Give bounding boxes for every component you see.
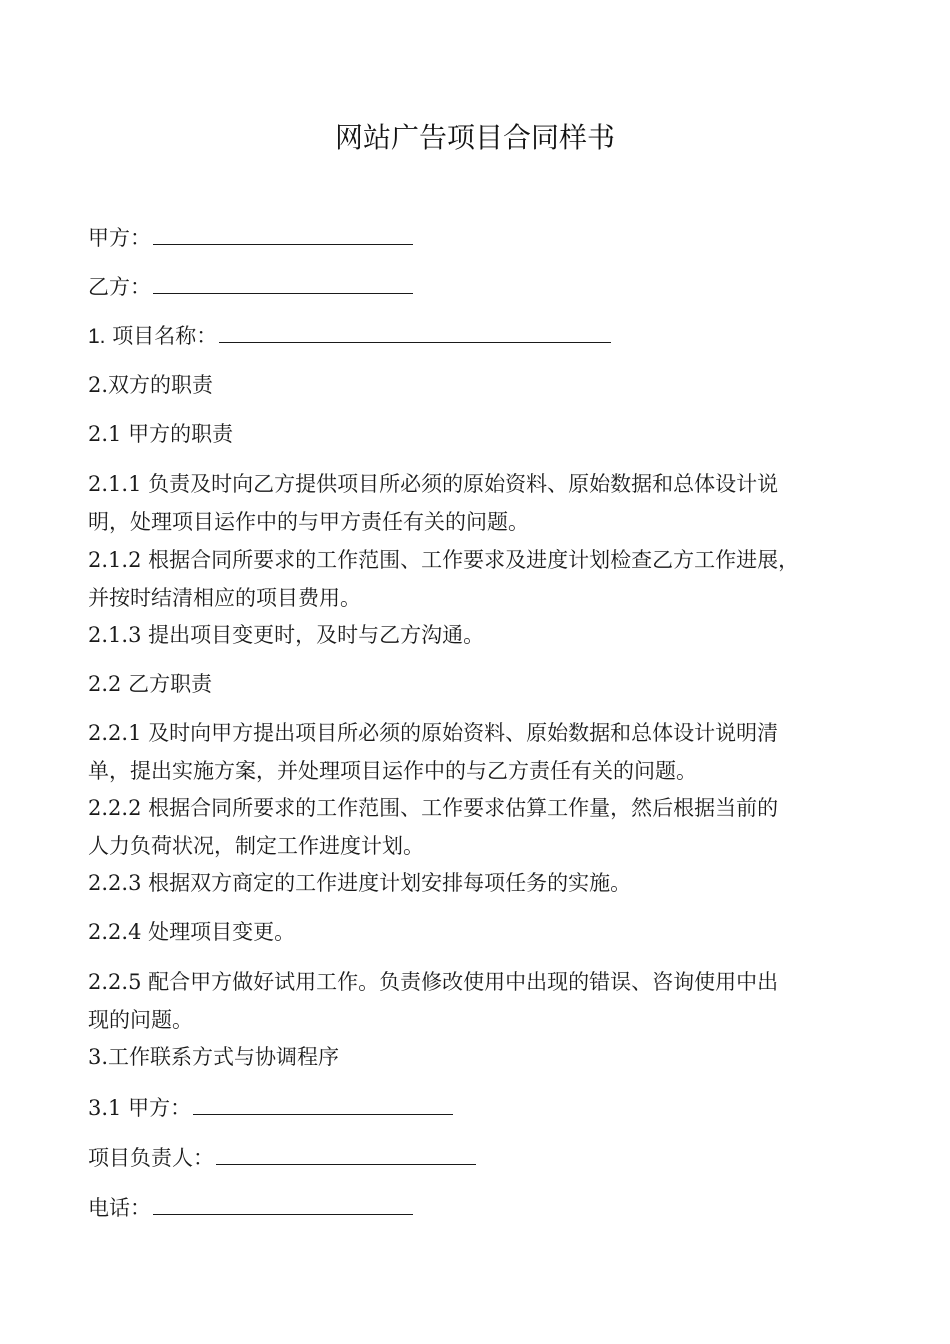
item1-number: 1.	[88, 325, 106, 348]
section-3-1-blank[interactable]	[193, 1088, 453, 1115]
clause-2-2-1-line1: 2.2.1 及时向甲方提出项目所必须的原始资料、原始数据和总体设计说明清	[88, 721, 779, 745]
party-b-line	[88, 267, 878, 306]
project-manager-blank[interactable]	[216, 1138, 476, 1165]
phone-line	[88, 1188, 878, 1227]
phone-label: 电话：	[88, 1196, 151, 1220]
clause-2-2-5-line2: 现的问题。	[88, 1008, 193, 1032]
section-3-heading: 3.工作联系方式与协调程序	[88, 1045, 340, 1069]
section-2-2-heading: 2.2 乙方职责	[88, 672, 213, 696]
party-a-label: 甲方：	[88, 226, 151, 250]
section-3-1-line	[88, 1088, 878, 1127]
clause-2-1-1-line1: 2.1.1 负责及时向乙方提供项目所必须的原始资料、原始数据和总体设计说	[88, 472, 779, 496]
section-2-heading: 2.双方的职责	[88, 373, 214, 397]
party-b-label: 乙方：	[88, 275, 151, 299]
party-a-line	[88, 218, 878, 257]
clause-2-1-2-line2: 并按时结清相应的项目费用。	[88, 586, 361, 610]
clause-2-2-5-line1: 2.2.5 配合甲方做好试用工作。负责修改使用中出现的错误、咨询使用中出	[88, 970, 779, 994]
clause-2-1-2-line1: 2.1.2 根据合同所要求的工作范围、工作要求及进度计划检查乙方工作进展，	[88, 548, 800, 572]
clause-2-1-1-line2: 明，处理项目运作中的与甲方责任有关的问题。	[88, 510, 529, 534]
document-title: 网站广告项目合同样书	[334, 121, 615, 154]
clause-2-2-2-line1: 2.2.2 根据合同所要求的工作范围、工作要求估算工作量，然后根据当前的	[88, 796, 779, 820]
project-name-line	[88, 316, 878, 356]
party-b-blank[interactable]	[153, 267, 413, 294]
party-a-blank[interactable]	[153, 218, 413, 245]
project-name-blank[interactable]	[219, 316, 611, 343]
phone-blank[interactable]	[153, 1188, 413, 1215]
project-manager-label: 项目负责人：	[88, 1146, 214, 1170]
section-2-1-heading: 2.1 甲方的职责	[88, 422, 234, 446]
clause-2-2-1-line2: 单，提出实施方案，并处理项目运作中的与乙方责任有关的问题。	[88, 759, 697, 783]
clause-2-2-3: 2.2.3 根据双方商定的工作进度计划安排每项任务的实施。	[88, 871, 632, 895]
clause-2-2-4: 2.2.4 处理项目变更。	[88, 920, 296, 944]
project-manager-line	[88, 1138, 878, 1177]
clause-2-1-3: 2.1.3 提出项目变更时，及时与乙方沟通。	[88, 623, 485, 647]
section-3-1-label: 3.1 甲方：	[88, 1096, 192, 1120]
project-name-label: 项目名称：	[112, 324, 218, 348]
clause-2-2-2-line2: 人力负荷状况，制定工作进度计划。	[88, 834, 424, 858]
